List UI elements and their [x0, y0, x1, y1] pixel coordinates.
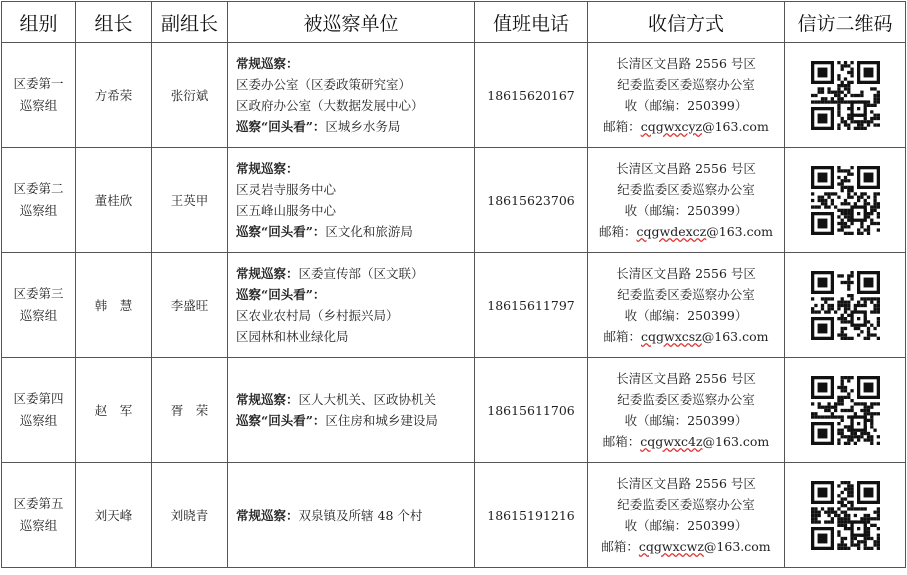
qr-code-icon: [811, 481, 880, 550]
email-user[interactable]: cqgwxcsz: [641, 329, 702, 344]
leader-cell: 赵 军: [76, 358, 152, 463]
mail-address-line1: 长清区文昌路 2556 号区: [616, 266, 756, 281]
header-deputy: 副组长: [152, 2, 228, 43]
header-row: [2, 2, 906, 43]
table-row: [2, 358, 906, 463]
unit-item: 区农业农村局（乡村振兴局）: [236, 308, 399, 323]
qr-code-icon: [811, 166, 880, 235]
email-user[interactable]: cqgwxc4z: [640, 434, 703, 449]
unit-item: 区政府办公室（大数据发展中心）: [236, 98, 424, 113]
header-qr: 信访二维码: [785, 2, 906, 43]
lookback-line: [236, 284, 474, 305]
table-row: [2, 463, 906, 568]
mail-address-line3: 收（邮编：250399）: [624, 308, 748, 323]
qr-cell: [785, 148, 906, 253]
mail-cell: [588, 148, 785, 253]
mail-address-line3: 收（邮编：250399）: [624, 518, 748, 533]
units-cell: [228, 148, 475, 253]
unit-item: 区委办公室（区委政策研究室）: [236, 77, 412, 92]
group-cell: [2, 43, 76, 148]
group-name-line1: 区委第二: [13, 181, 64, 196]
mail-address-line3: 收（邮编：250399）: [624, 413, 748, 428]
unit-item: 区人大机关、区政协机关: [298, 392, 437, 407]
email-user[interactable]: cqgwxcwz: [638, 539, 704, 554]
email-domain[interactable]: @163.com: [706, 224, 773, 239]
table-row: [2, 43, 906, 148]
lookback-label: 巡察“回头看”：: [236, 413, 326, 428]
email-line: [588, 431, 784, 452]
table-row: [2, 148, 906, 253]
header-leader: 组长: [76, 2, 152, 43]
regular-label: 常规巡察：: [236, 56, 299, 71]
regular-line: [236, 158, 474, 179]
email-domain[interactable]: @163.com: [703, 539, 771, 554]
regular-label: 常规巡察：: [236, 161, 299, 176]
mail-address-line2: 纪委监委区委巡察办公室: [617, 392, 755, 407]
group-name-line1: 区委第五: [13, 496, 64, 511]
regular-label: 常规巡察：: [236, 507, 299, 523]
mail-cell: [588, 463, 785, 568]
leader-cell: 方希荣: [76, 43, 152, 148]
header-units: 被巡察单位: [228, 2, 475, 43]
regular-line: [236, 263, 474, 284]
mail-address-line3: 收（邮编：250399）: [624, 203, 748, 218]
lookback-line: [236, 410, 474, 431]
header-group: 组别: [2, 2, 76, 43]
phone-cell: 18615611797: [475, 253, 588, 358]
email-domain[interactable]: @163.com: [702, 119, 769, 134]
unit-item: 区住房和城乡建设局: [325, 413, 438, 428]
deputy-cell: 胥 荣: [152, 358, 228, 463]
qr-code-icon: [811, 271, 880, 340]
mail-address-line2: 纪委监委区委巡察办公室: [617, 497, 755, 512]
qr-cell: [785, 463, 906, 568]
qr-cell: [785, 43, 906, 148]
group-name-line2: 巡察组: [19, 413, 58, 428]
email-domain[interactable]: @163.com: [702, 434, 770, 449]
mail-cell: [588, 253, 785, 358]
phone-cell: 18615620167: [475, 43, 588, 148]
email-user[interactable]: cqgwxcyz: [640, 119, 703, 134]
lookback-label: 巡察“回头看”：: [236, 119, 326, 134]
regular-line: [236, 389, 474, 410]
unit-item: 区委宣传部（区文联）: [298, 266, 424, 281]
qr-code-icon: [811, 376, 880, 445]
mail-cell: [588, 358, 785, 463]
email-label: 邮箱：: [602, 434, 641, 449]
mail-cell: [588, 43, 785, 148]
header-mail: 收信方式: [588, 2, 785, 43]
group-cell: [2, 463, 76, 568]
phone-cell: 18615611706: [475, 358, 588, 463]
group-name-line1: 区委第一: [13, 76, 64, 91]
qr-cell: [785, 253, 906, 358]
units-cell: [228, 358, 475, 463]
lookback-line: [236, 221, 474, 242]
group-name-line2: 巡察组: [19, 308, 58, 323]
group-name-line2: 巡察组: [19, 98, 58, 113]
mail-address-line2: 纪委监委区委巡察办公室: [617, 77, 755, 92]
qr-cell: [785, 358, 906, 463]
group-cell: [2, 253, 76, 358]
units-cell: [228, 43, 475, 148]
leader-cell: 韩 慧: [76, 253, 152, 358]
email-domain[interactable]: @163.com: [701, 329, 769, 344]
mail-address-line1: 长清区文昌路 2556 号区: [616, 161, 756, 176]
deputy-cell: 王英甲: [152, 148, 228, 253]
email-label: 邮箱：: [599, 224, 637, 239]
unit-item: 区园林和林业绿化局: [236, 329, 349, 344]
group-name-line1: 区委第三: [13, 286, 64, 301]
group-cell: [2, 358, 76, 463]
email-line: [588, 326, 784, 347]
leader-cell: 董桂欣: [76, 148, 152, 253]
mail-address-line2: 纪委监委区委巡察办公室: [617, 182, 755, 197]
regular-line: [236, 53, 474, 74]
unit-item: 区五峰山服务中心: [236, 203, 337, 218]
leader-cell: 刘天峰: [76, 463, 152, 568]
units-cell: [228, 463, 475, 568]
unit-item: 区文化和旅游局: [325, 224, 413, 239]
qr-code-icon: [811, 61, 880, 130]
regular-label: 常规巡察：: [236, 266, 299, 281]
mail-address-line2: 纪委监委区委巡察办公室: [617, 287, 755, 302]
lookback-line: [236, 116, 474, 137]
units-cell: [228, 253, 475, 358]
regular-line: [236, 505, 474, 526]
email-line: [588, 536, 784, 557]
email-label: 邮箱：: [603, 329, 642, 344]
deputy-cell: 李盛旺: [152, 253, 228, 358]
header-phone: 值班电话: [475, 2, 588, 43]
mail-address-line1: 长清区文昌路 2556 号区: [616, 476, 756, 491]
mail-address-line1: 长清区文昌路 2556 号区: [616, 371, 756, 386]
email-label: 邮箱：: [603, 119, 641, 134]
email-label: 邮箱：: [601, 539, 639, 554]
inspection-table: [1, 1, 906, 568]
lookback-label: 巡察“回头看”：: [236, 224, 326, 239]
unit-item: 区灵岩寺服务中心: [236, 182, 337, 197]
unit-item: 双泉镇及所辖 48 个村: [298, 507, 423, 523]
phone-cell: 18615191216: [475, 463, 588, 568]
phone-cell: 18615623706: [475, 148, 588, 253]
email-line: [588, 221, 784, 242]
table-row: [2, 253, 906, 358]
unit-item: 区城乡水务局: [325, 119, 401, 134]
group-name-line2: 巡察组: [19, 203, 58, 218]
group-name-line2: 巡察组: [19, 518, 58, 533]
mail-address-line3: 收（邮编：250399）: [624, 98, 748, 113]
deputy-cell: 张衍斌: [152, 43, 228, 148]
regular-label: 常规巡察：: [236, 392, 299, 407]
email-user[interactable]: cqgwdexcz: [636, 224, 707, 239]
lookback-label: 巡察“回头看”：: [236, 287, 326, 302]
group-name-line1: 区委第四: [13, 391, 64, 406]
group-cell: [2, 148, 76, 253]
deputy-cell: 刘晓青: [152, 463, 228, 568]
mail-address-line1: 长清区文昌路 2556 号区: [616, 56, 756, 71]
email-line: [588, 116, 784, 137]
